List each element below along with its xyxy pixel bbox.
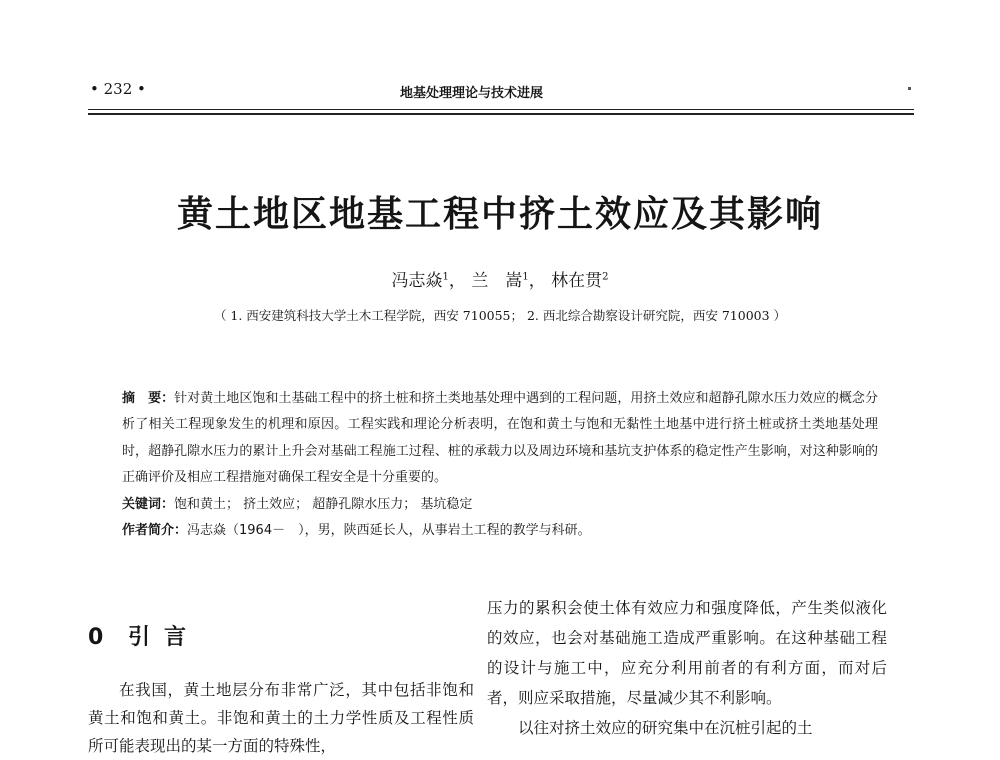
author-bio-text: 冯志焱（1964－ ），男，陕西延长人，从事岩土工程的教学与科研。 xyxy=(187,523,591,539)
keywords-text: 饱和黄土； 挤土效应； 超静孔隙水压力； 基坑稳定 xyxy=(174,496,473,512)
author-affiliation-mark: 1 xyxy=(442,271,449,283)
running-header: 地基处理理论与技术进展 xyxy=(400,86,544,101)
author-name: 兰 嵩 xyxy=(471,271,523,291)
keywords-label: 关键词： xyxy=(122,496,175,512)
body-column-right xyxy=(487,593,887,743)
page-number: • 232 • xyxy=(90,80,146,98)
body-column-left xyxy=(88,676,474,760)
author-line xyxy=(0,266,1000,291)
affiliations: （ 1. 西安建筑科技大学土木工程学院，西安 710055； 2. 西北综合勘察设计研究院，西安 710003 ） xyxy=(213,308,787,323)
abstract-text: 针对黄土地区饱和土基础工程中的挤土桩和挤土类地基处理中遇到的工程问题，用挤土效应和超静孔隙水压力效应的概念分析了相关工程现象发生的机理和原因。工程实践和理论分析表明，在饱和黄土与饱和无黏性土地基中进行挤土桩或挤土类地基处理时，超静孔隙水压力的累计上升会对基础工程施工过程、桩的承载力以及周边环境和基坑支护体系的稳定性产生影响，对这种影响的正确评价及相应工程措施对确保工程安全是十分重要的。 xyxy=(122,391,878,486)
header-rule-thin xyxy=(88,109,914,110)
abstract-block xyxy=(122,386,878,544)
section-number: 0 xyxy=(88,625,104,650)
author-affiliation-mark: 2 xyxy=(602,271,609,283)
section-heading xyxy=(88,620,200,651)
author-separator: ， xyxy=(448,271,466,291)
header-rule-thick xyxy=(88,113,914,115)
abstract xyxy=(122,386,878,492)
keywords xyxy=(122,492,878,518)
paper-title: 黄土地区地基工程中挤土效应及其影响 xyxy=(176,193,823,235)
author-name: 林在贯 xyxy=(551,271,603,291)
author-separator: ， xyxy=(528,271,546,291)
author-bio-label: 作者简介： xyxy=(122,523,188,539)
body-paragraph: 在我国，黄土地层分布非常广泛，其中包括非饱和黄土和饱和黄土。非饱和黄土的土力学性质及工程性质所可能表现出的某一方面的特殊性， xyxy=(88,681,474,755)
scan-speck xyxy=(908,87,911,90)
abstract-label: 摘 要： xyxy=(122,391,175,406)
body-paragraph: 以往对挤土效应的研究集中在沉桩引起的土 xyxy=(518,719,813,737)
section-title: 引言 xyxy=(128,625,201,650)
author-name: 冯志焱 xyxy=(391,271,443,291)
author-bio xyxy=(122,518,878,544)
author-affiliation-mark: 1 xyxy=(522,271,529,283)
body-paragraph: 压力的累积会使土体有效应力和强度降低，产生类似液化的效应，也会对基础施工造成严重影响。在这种基础工程的设计与施工中，应充分利用前者的有利方面，而对后者，则应采取措施，尽量减少其不利影响。 xyxy=(487,599,887,707)
